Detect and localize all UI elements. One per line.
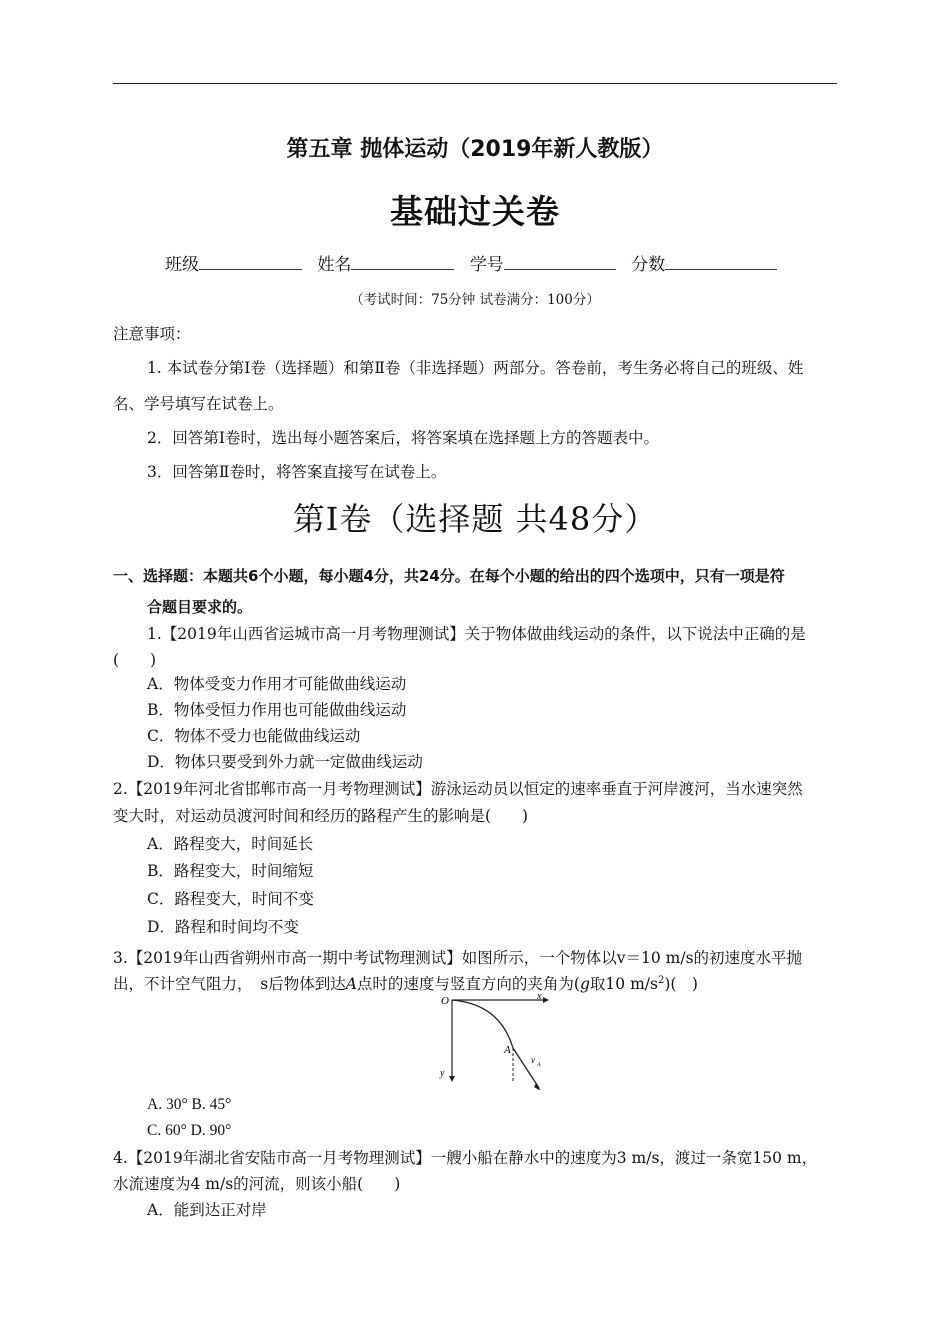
q4-option-a[interactable]: A．能到达正对岸 xyxy=(147,1201,267,1219)
q1-option-d[interactable]: D．物体只要受到外力就一定做曲线运动 xyxy=(147,753,423,771)
header-rule xyxy=(113,83,837,84)
exam-info: （考试时间：75分钟 试卷满分：100分） xyxy=(350,292,600,308)
student-info-fields xyxy=(165,250,787,275)
q2-stem-line-2: 变大时，对运动员渡河时间和经历的路程产生的影响是( ) xyxy=(113,807,529,825)
part1-instructions-line-2: 合题目要求的。 xyxy=(147,598,253,616)
class-field[interactable]: 班级 xyxy=(165,250,302,275)
score-field[interactable]: 分数 xyxy=(631,250,777,275)
student-id-field[interactable]: 学号 xyxy=(470,250,616,275)
q2-option-c[interactable]: C．路程变大，时间不变 xyxy=(147,890,314,908)
paper-title: 基础过关卷 xyxy=(390,192,560,231)
y-axis-label: y xyxy=(440,1068,445,1079)
chapter-title: 第五章 抛体运动（2019年新人教版） xyxy=(286,137,664,162)
q2-option-d[interactable]: D．路程和时间均不变 xyxy=(147,918,299,936)
x-axis-arrow xyxy=(543,997,549,1003)
q2-option-a[interactable]: A．路程变大，时间延长 xyxy=(147,835,314,853)
velocity-subscript: A xyxy=(537,1062,541,1068)
velocity-label: v xyxy=(531,1055,535,1065)
q1-stem-line-1: 1.【2019年山西省运城市高一月考物理测试】关于物体做曲线运动的条件，以下说法中正确的是 xyxy=(147,625,806,643)
part1-instructions-line-1: 一、选择题：本题共6个小题，每小题4分，共24分。在每个小题的给出的四个选项中，只有一项是符 xyxy=(113,567,785,585)
q1-stem-line-2: ( ) xyxy=(113,651,157,669)
note-1-line-2: 名、学号填写在试卷上。 xyxy=(113,395,284,413)
q1-option-c[interactable]: C．物体不受力也能做曲线运动 xyxy=(147,727,361,745)
projectile-motion-figure xyxy=(425,990,560,1090)
x-axis-label: x xyxy=(537,991,542,1002)
note-2: 2．回答第Ⅰ卷时，选出每小题答案后，将答案填在选择题上方的答题表中。 xyxy=(147,429,659,447)
velocity-vector xyxy=(513,1048,539,1088)
y-axis-arrow xyxy=(449,1076,455,1082)
q1-option-b[interactable]: B．物体受恒力作用也可能做曲线运动 xyxy=(147,701,407,719)
q3-stem-line-2: 出，不计空气阻力， s后物体到达A点时的速度与竖直方向的夹角为(g取10 $m/s^2$)( ) xyxy=(113,974,698,993)
note-3: 3．回答第Ⅱ卷时，将答案直接写在试卷上。 xyxy=(147,463,447,481)
q2-stem-line-1: 2.【2019年河北省邯郸市高一月考物理测试】游泳运动员以恒定的速率垂直于河岸渡河，当水速突然 xyxy=(113,780,803,798)
q4-stem-line-2: 水流速度为4 m/s的河流，则该小船( ) xyxy=(113,1175,401,1193)
q1-option-a[interactable]: A．物体受变力作用才可能做曲线运动 xyxy=(147,675,407,693)
origin-label: O xyxy=(441,995,449,1007)
point-a-label: A xyxy=(504,1044,511,1056)
q2-option-b[interactable]: B．路程变大，时间缩短 xyxy=(147,862,314,880)
velocity-arrowhead xyxy=(534,1083,541,1090)
q3-stem-line-1: 3.【2019年山西省朔州市高一期中考试物理测试】如图所示，一个物体以v＝10 m/s的初速度水平抛 xyxy=(113,949,803,967)
q4-stem-line-1: 4.【2019年湖北省安陆市高一月考物理测试】一艘小船在静水中的速度为3 m/s，渡过一条宽150 m， xyxy=(113,1149,818,1167)
q3-options-row-1[interactable]: A. 30° B. 45° xyxy=(147,1096,232,1113)
q3-options-row-2[interactable]: C. 60° D. 90° xyxy=(147,1122,232,1139)
name-field[interactable]: 姓名 xyxy=(317,250,454,275)
notes-heading: 注意事项： xyxy=(113,325,191,343)
trajectory-curve xyxy=(452,1000,513,1048)
note-1-line-1: 1. 本试卷分第Ⅰ卷（选择题）和第Ⅱ卷（非选择题）两部分。答卷前，考生务必将自己的班级、姓 xyxy=(147,359,804,377)
section-title: 第Ⅰ卷（选择题 共48分） xyxy=(292,500,658,538)
